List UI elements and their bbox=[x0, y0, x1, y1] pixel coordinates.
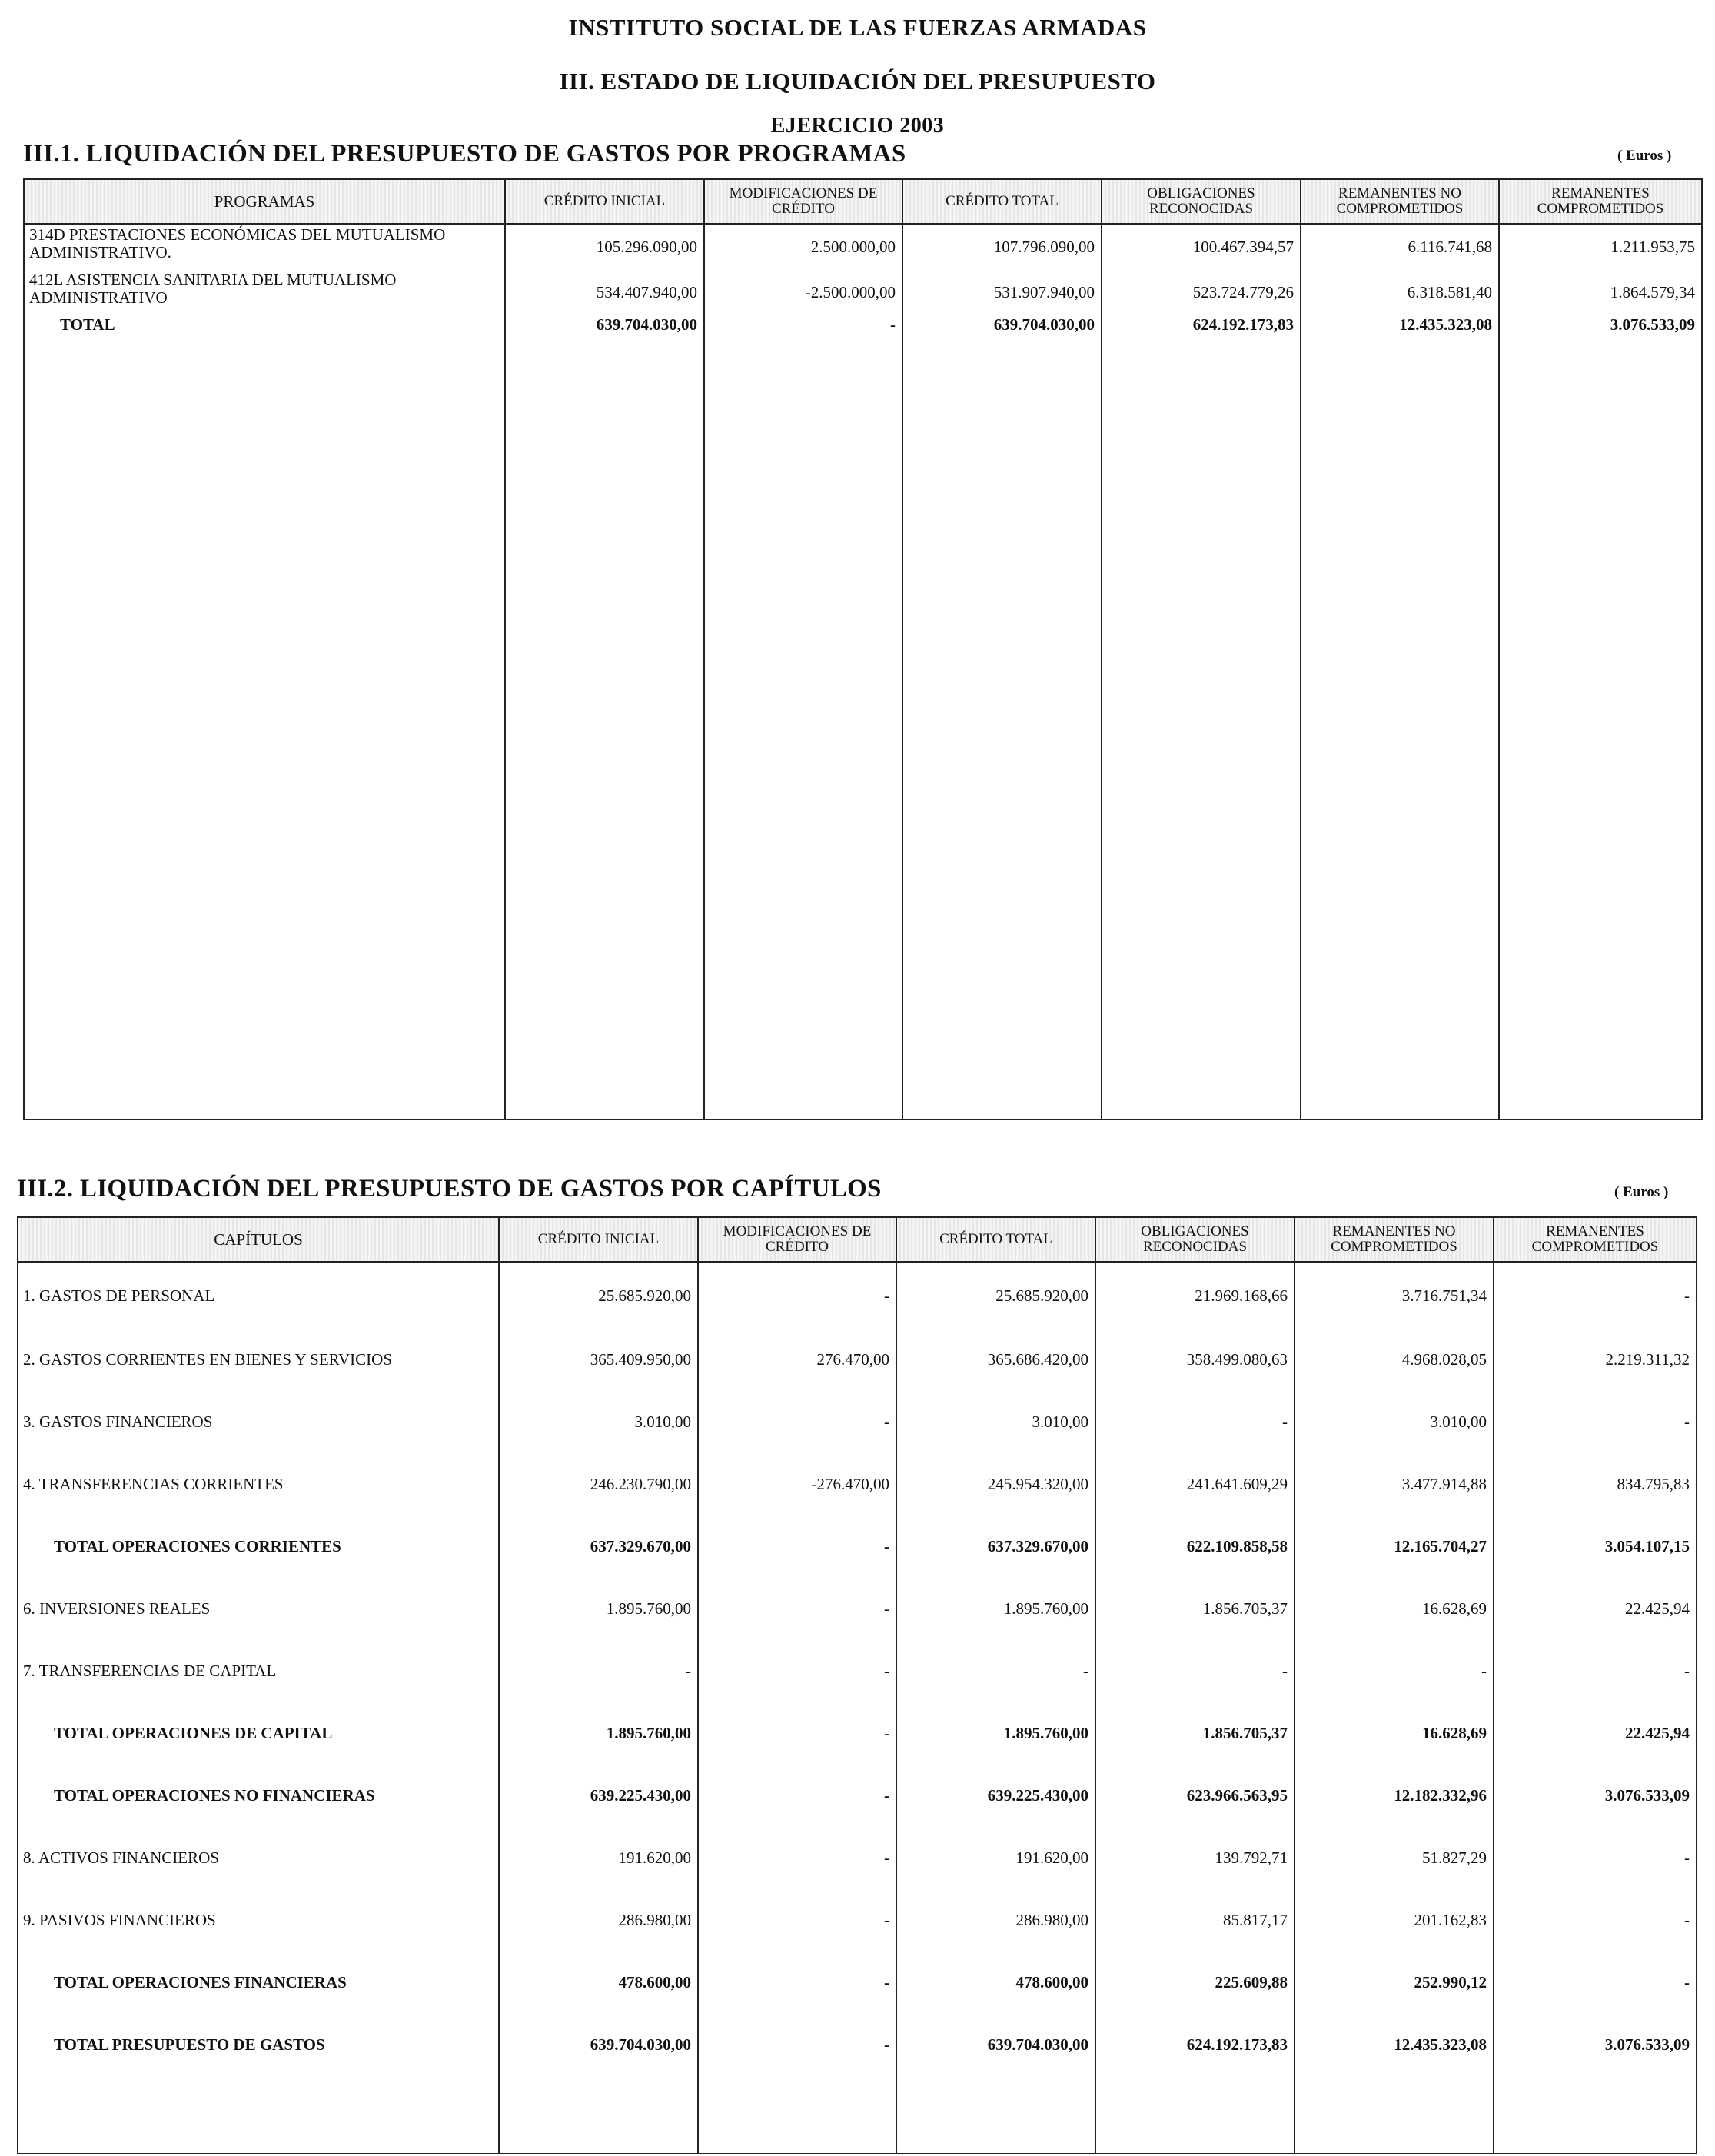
cell-value: 286.980,00 bbox=[499, 1889, 698, 1951]
cell-value: 622.109.858,58 bbox=[1095, 1516, 1295, 1578]
col-header-remanentes-no-comprometidos: REMANENTES NO COMPROMETIDOS bbox=[1295, 1217, 1494, 1262]
cell-value: - bbox=[698, 1578, 896, 1640]
total-row bbox=[18, 1765, 1697, 1827]
cell-value: 100.467.394,57 bbox=[1102, 224, 1301, 270]
cell-value: 201.162,83 bbox=[1295, 1889, 1494, 1951]
col-header-capitulos: CAPÍTULOS bbox=[18, 1217, 499, 1262]
cell-value: - bbox=[1295, 1640, 1494, 1702]
programs-table bbox=[23, 178, 1703, 1120]
cell-value: 834.795,83 bbox=[1494, 1453, 1697, 1516]
cell-value: 1.895.760,00 bbox=[499, 1578, 698, 1640]
cell-value: 51.827,29 bbox=[1295, 1827, 1494, 1889]
cell-value: - bbox=[698, 1516, 896, 1578]
cell-value: 2.500.000,00 bbox=[704, 224, 902, 270]
cell-value: 478.600,00 bbox=[896, 1951, 1095, 2014]
cell-value: 286.980,00 bbox=[896, 1889, 1095, 1951]
cell-value: 4.968.028,05 bbox=[1295, 1329, 1494, 1391]
cell-value: - bbox=[1494, 1951, 1697, 2014]
cell-value: 85.817,17 bbox=[1095, 1889, 1295, 1951]
section2-units: ( Euros ) bbox=[1614, 1184, 1669, 1200]
cell-value: 2.219.311,32 bbox=[1494, 1329, 1697, 1391]
cell-value: 623.966.563,95 bbox=[1095, 1765, 1295, 1827]
cell-value: 637.329.670,00 bbox=[499, 1516, 698, 1578]
report-title: III. ESTADO DE LIQUIDACIÓN DEL PRESUPUESTO bbox=[559, 68, 1156, 95]
cell-value: 365.409.950,00 bbox=[499, 1329, 698, 1391]
row-label: 412L ASISTENCIA SANITARIA DEL MUTUALISMO ADMINISTRATIVO bbox=[24, 270, 505, 315]
cell-value: 3.716.751,34 bbox=[1295, 1262, 1494, 1329]
col-header-modificaciones: MODIFICACIONES DE CRÉDITO bbox=[704, 179, 902, 224]
col-header-credito-inicial: CRÉDITO INICIAL bbox=[499, 1217, 698, 1262]
cell-value: 246.230.790,00 bbox=[499, 1453, 698, 1516]
cell-value: 358.499.080,63 bbox=[1095, 1329, 1295, 1391]
total-label: TOTAL OPERACIONES FINANCIERAS bbox=[18, 1951, 499, 2014]
cell-value: 191.620,00 bbox=[896, 1827, 1095, 1889]
cell-value: 6.116.741,68 bbox=[1301, 224, 1499, 270]
cell-value: 12.182.332,96 bbox=[1295, 1765, 1494, 1827]
total-label: TOTAL OPERACIONES DE CAPITAL bbox=[18, 1702, 499, 1765]
cell-value: 21.969.168,66 bbox=[1095, 1262, 1295, 1329]
total-label: TOTAL OPERACIONES CORRIENTES bbox=[18, 1516, 499, 1578]
cell-value: - bbox=[698, 1765, 896, 1827]
cell-value: 245.954.320,00 bbox=[896, 1453, 1095, 1516]
col-header-programas: PROGRAMAS bbox=[24, 179, 505, 224]
cell-value: 639.225.430,00 bbox=[896, 1765, 1095, 1827]
table-row bbox=[24, 224, 1702, 270]
table-row bbox=[18, 1827, 1697, 1889]
cell-value: 12.435.323,08 bbox=[1301, 315, 1499, 347]
section1-title: III.1. LIQUIDACIÓN DEL PRESUPUESTO DE GASTOS POR PROGRAMAS bbox=[23, 140, 906, 168]
cell-value: 1.856.705,37 bbox=[1095, 1578, 1295, 1640]
fiscal-year: EJERCICIO 2003 bbox=[770, 114, 945, 138]
cell-value: 639.704.030,00 bbox=[902, 315, 1102, 347]
col-header-remanentes-comprometidos: REMANENTES COMPROMETIDOS bbox=[1499, 179, 1702, 224]
cell-value: 12.165.704,27 bbox=[1295, 1516, 1494, 1578]
empty-filler-row bbox=[18, 2076, 1697, 2154]
table-row bbox=[18, 1578, 1697, 1640]
cell-value: 107.796.090,00 bbox=[902, 224, 1102, 270]
table-row bbox=[18, 1640, 1697, 1702]
total-row bbox=[24, 315, 1702, 347]
col-header-credito-inicial: CRÉDITO INICIAL bbox=[505, 179, 704, 224]
cell-value: 3.076.533,09 bbox=[1494, 1765, 1697, 1827]
col-header-obligaciones: OBLIGACIONES RECONOCIDAS bbox=[1095, 1217, 1295, 1262]
cell-value: 3.054.107,15 bbox=[1494, 1516, 1697, 1578]
col-header-remanentes-no-comprometidos: REMANENTES NO COMPROMETIDOS bbox=[1301, 179, 1499, 224]
cell-value: 624.192.173,83 bbox=[1102, 315, 1301, 347]
section1-units: ( Euros ) bbox=[1617, 148, 1672, 164]
cell-value: - bbox=[1494, 1827, 1697, 1889]
cell-value: 16.628,69 bbox=[1295, 1702, 1494, 1765]
cell-value: 22.425,94 bbox=[1494, 1578, 1697, 1640]
total-row bbox=[18, 1516, 1697, 1578]
cell-value: 25.685.920,00 bbox=[499, 1262, 698, 1329]
total-label: TOTAL PRESUPUESTO DE GASTOS bbox=[18, 2014, 499, 2076]
row-label: 4. TRANSFERENCIAS CORRIENTES bbox=[18, 1453, 499, 1516]
cell-value: 16.628,69 bbox=[1295, 1578, 1494, 1640]
cell-value: -276.470,00 bbox=[698, 1453, 896, 1516]
row-label: 3. GASTOS FINANCIEROS bbox=[18, 1391, 499, 1453]
cell-value: 639.704.030,00 bbox=[896, 2014, 1095, 2076]
section2-title: III.2. LIQUIDACIÓN DEL PRESUPUESTO DE GASTOS POR CAPÍTULOS bbox=[17, 1175, 882, 1203]
cell-value: 22.425,94 bbox=[1494, 1702, 1697, 1765]
total-label: TOTAL OPERACIONES NO FINANCIERAS bbox=[18, 1765, 499, 1827]
cell-value: 637.329.670,00 bbox=[896, 1516, 1095, 1578]
cell-value: 3.477.914,88 bbox=[1295, 1453, 1494, 1516]
row-label: 1. GASTOS DE PERSONAL bbox=[18, 1262, 499, 1329]
total-row bbox=[18, 1702, 1697, 1765]
col-header-credito-total: CRÉDITO TOTAL bbox=[902, 179, 1102, 224]
cell-value: - bbox=[1095, 1640, 1295, 1702]
table-row bbox=[18, 1391, 1697, 1453]
col-header-remanentes-comprometidos: REMANENTES COMPROMETIDOS bbox=[1494, 1217, 1697, 1262]
cell-value: - bbox=[1095, 1391, 1295, 1453]
cell-value: - bbox=[698, 1889, 896, 1951]
table-row bbox=[18, 1453, 1697, 1516]
cell-value: 624.192.173,83 bbox=[1095, 2014, 1295, 2076]
cell-value: 1.864.579,34 bbox=[1499, 270, 1702, 315]
cell-value: - bbox=[1494, 1262, 1697, 1329]
cell-value: - bbox=[698, 1951, 896, 2014]
row-label: 7. TRANSFERENCIAS DE CAPITAL bbox=[18, 1640, 499, 1702]
cell-value: 1.895.760,00 bbox=[896, 1578, 1095, 1640]
cell-value: 531.907.940,00 bbox=[902, 270, 1102, 315]
empty-filler-row bbox=[24, 347, 1702, 1120]
cell-value: - bbox=[698, 1391, 896, 1453]
row-label: 8. ACTIVOS FINANCIEROS bbox=[18, 1827, 499, 1889]
cell-value: 534.407.940,00 bbox=[505, 270, 704, 315]
cell-value: 1.895.760,00 bbox=[499, 1702, 698, 1765]
cell-value: - bbox=[896, 1640, 1095, 1702]
cell-value: 105.296.090,00 bbox=[505, 224, 704, 270]
row-label: 2. GASTOS CORRIENTES EN BIENES Y SERVICIOS bbox=[18, 1329, 499, 1391]
cell-value: 1.211.953,75 bbox=[1499, 224, 1702, 270]
cell-value: 639.704.030,00 bbox=[499, 2014, 698, 2076]
cell-value: 252.990,12 bbox=[1295, 1951, 1494, 2014]
row-label: 314D PRESTACIONES ECONÓMICAS DEL MUTUALISMO ADMINISTRATIVO. bbox=[24, 224, 505, 270]
institution-title: INSTITUTO SOCIAL DE LAS FUERZAS ARMADAS bbox=[568, 14, 1147, 41]
cell-value: - bbox=[698, 1702, 896, 1765]
cell-value: 639.704.030,00 bbox=[505, 315, 704, 347]
cell-value: 225.609,88 bbox=[1095, 1951, 1295, 2014]
cell-value: - bbox=[704, 315, 902, 347]
cell-value: - bbox=[698, 1827, 896, 1889]
table-row bbox=[18, 1889, 1697, 1951]
cell-value: 25.685.920,00 bbox=[896, 1262, 1095, 1329]
cell-value: 241.641.609,29 bbox=[1095, 1453, 1295, 1516]
row-label: 9. PASIVOS FINANCIEROS bbox=[18, 1889, 499, 1951]
total-row bbox=[18, 2014, 1697, 2076]
table-row bbox=[24, 270, 1702, 315]
cell-value: -2.500.000,00 bbox=[704, 270, 902, 315]
cell-value: - bbox=[1494, 1640, 1697, 1702]
cell-value: 1.856.705,37 bbox=[1095, 1702, 1295, 1765]
total-row bbox=[18, 1951, 1697, 2014]
cell-value: 3.010,00 bbox=[896, 1391, 1095, 1453]
cell-value: 6.318.581,40 bbox=[1301, 270, 1499, 315]
cell-value: 191.620,00 bbox=[499, 1827, 698, 1889]
table-row bbox=[18, 1329, 1697, 1391]
total-label: TOTAL bbox=[24, 315, 505, 347]
cell-value: - bbox=[698, 1640, 896, 1702]
cell-value: 12.435.323,08 bbox=[1295, 2014, 1494, 2076]
cell-value: 523.724.779,26 bbox=[1102, 270, 1301, 315]
cell-value: 276.470,00 bbox=[698, 1329, 896, 1391]
cell-value: 365.686.420,00 bbox=[896, 1329, 1095, 1391]
cell-value: - bbox=[1494, 1391, 1697, 1453]
col-header-obligaciones: OBLIGACIONES RECONOCIDAS bbox=[1102, 179, 1301, 224]
cell-value: - bbox=[1494, 1889, 1697, 1951]
cell-value: 139.792,71 bbox=[1095, 1827, 1295, 1889]
col-header-modificaciones: MODIFICACIONES DE CRÉDITO bbox=[698, 1217, 896, 1262]
col-header-credito-total: CRÉDITO TOTAL bbox=[896, 1217, 1095, 1262]
cell-value: 478.600,00 bbox=[499, 1951, 698, 2014]
cell-value: 1.895.760,00 bbox=[896, 1702, 1095, 1765]
cell-value: 3.010,00 bbox=[499, 1391, 698, 1453]
chapters-table bbox=[17, 1216, 1697, 2154]
cell-value: - bbox=[698, 1262, 896, 1329]
cell-value: 639.225.430,00 bbox=[499, 1765, 698, 1827]
cell-value: 3.076.533,09 bbox=[1499, 315, 1702, 347]
cell-value: 3.076.533,09 bbox=[1494, 2014, 1697, 2076]
cell-value: - bbox=[499, 1640, 698, 1702]
cell-value: 3.010,00 bbox=[1295, 1391, 1494, 1453]
row-label: 6. INVERSIONES REALES bbox=[18, 1578, 499, 1640]
cell-value: - bbox=[698, 2014, 896, 2076]
table-row bbox=[18, 1262, 1697, 1329]
